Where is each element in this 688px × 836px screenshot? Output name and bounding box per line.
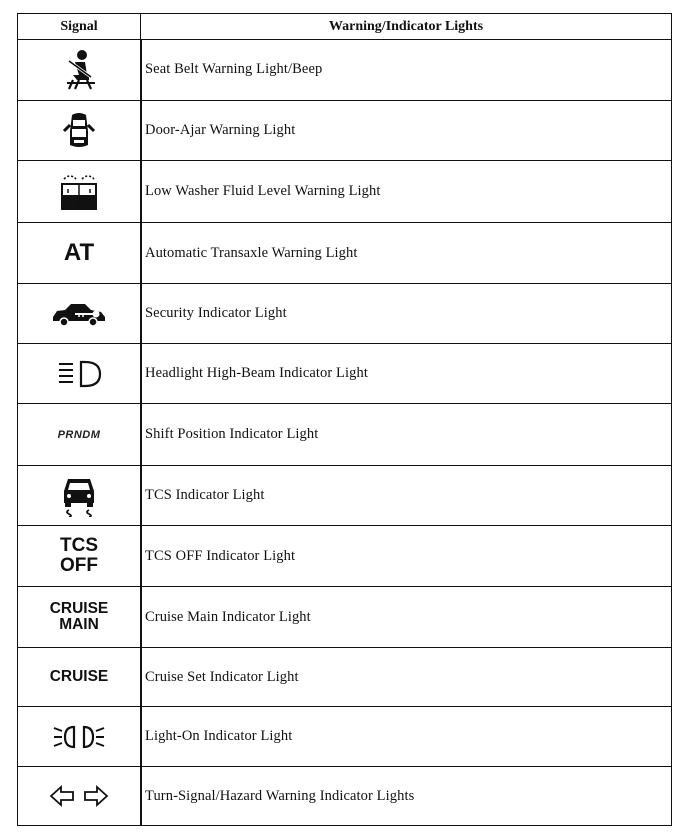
row-label: Door-Ajar Warning Light [145, 122, 296, 138]
table-row [18, 161, 671, 223]
high-beam-icon [18, 344, 140, 403]
table-row [18, 404, 671, 466]
prndm-icon-text: PRNDM [57, 428, 101, 441]
cruise-main-icon-line-1: CRUISE [49, 599, 109, 617]
tcs-car-icon [18, 466, 140, 525]
row-label: Headlight High-Beam Indicator Light [145, 365, 368, 381]
row-label: Cruise Set Indicator Light [145, 668, 299, 685]
table-row [18, 707, 671, 767]
row-label: Cruise Main Indicator Light [145, 608, 311, 625]
car-key-icon [18, 284, 140, 343]
row-label: Light-On Indicator Light [145, 728, 293, 744]
prndm-text-icon [18, 404, 140, 465]
row-label: Security Indicator Light [145, 305, 287, 321]
table-row [18, 344, 671, 404]
light-on-icon [18, 707, 140, 766]
cruise-main-icon-line-2: MAIN [59, 616, 99, 633]
cruise-main-text-icon [18, 587, 140, 647]
table-row [18, 526, 671, 587]
row-label: TCS OFF Indicator Light [145, 547, 296, 564]
table-row [18, 284, 671, 344]
row-label: Seat Belt Warning Light/Beep [145, 61, 323, 77]
row-label: Automatic Transaxle Warning Light [145, 244, 358, 261]
row-label: Low Washer Fluid Level Warning Light [145, 183, 381, 199]
table-row [18, 39, 671, 101]
table-row [18, 767, 671, 825]
table-row [18, 587, 671, 648]
row-label: Shift Position Indicator Light [145, 426, 319, 442]
cruise-text-icon [18, 648, 140, 706]
table-header [18, 14, 671, 40]
table-row [18, 101, 671, 161]
table-row [18, 223, 671, 284]
table-row [18, 648, 671, 707]
at-text-icon [18, 223, 140, 283]
turn-signal-icon [18, 767, 140, 825]
tcs-off-icon-line-2: OFF [60, 555, 98, 576]
table-row [18, 466, 671, 526]
washer-fluid-icon [18, 161, 140, 222]
lights-column-header: Warning/Indicator Lights [140, 14, 671, 39]
at-icon-text: AT [63, 239, 95, 267]
cruise-icon-text: CRUISE [49, 667, 109, 685]
row-label: Turn-Signal/Hazard Warning Indicator Lights [145, 787, 415, 804]
row-label: TCS Indicator Light [145, 487, 265, 503]
door-ajar-icon [18, 101, 140, 160]
signal-column-header: Signal [60, 19, 98, 34]
tcs-off-text-icon [18, 526, 140, 586]
tcs-off-icon-line-1: TCS [60, 535, 98, 557]
seat-belt-icon [18, 39, 140, 100]
indicator-lights-table [17, 13, 672, 826]
